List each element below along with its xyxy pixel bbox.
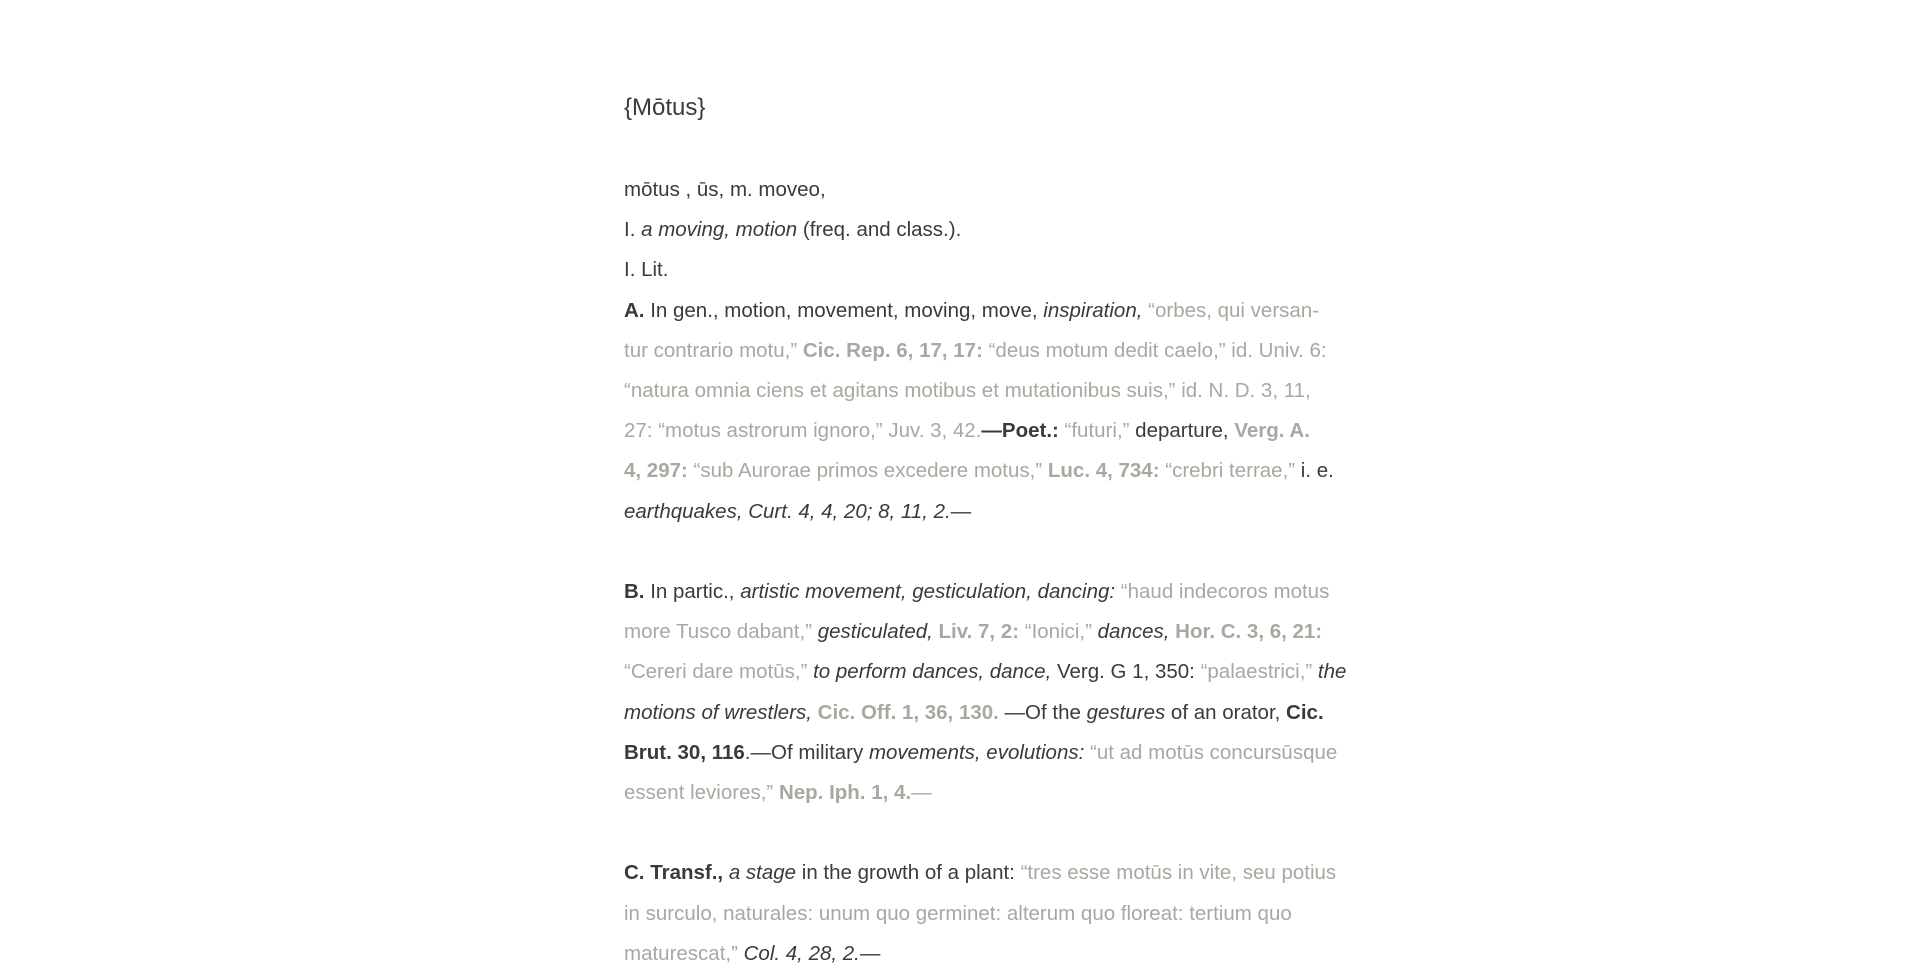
- citation: Hor. C. 3, 6, 21:: [1169, 620, 1323, 644]
- entry-title: {Mōtus}: [624, 94, 706, 121]
- citation: Cic. Off. 1, 36, 130.: [811, 700, 999, 724]
- entry-text: to perform dances, dance,: [813, 660, 1052, 684]
- entry-text: —Poet.:: [981, 419, 1059, 443]
- entry-line: [624, 894, 1324, 934]
- quotation: “ut ad motūs concursūsque: [1084, 740, 1338, 764]
- entry-line: [624, 371, 1324, 411]
- entry-text: (freq. and class.).: [797, 218, 962, 242]
- quotation: “crebri terrae,”: [1159, 459, 1301, 483]
- citation: Cic. Rep. 6, 17, 17:: [802, 338, 983, 362]
- quotation: “tres esse motūs in vite, seu potius: [1020, 861, 1337, 885]
- entry-line: [624, 492, 1324, 532]
- quotation: tur contrario motu,”: [624, 338, 803, 362]
- entry-text: dances,: [1097, 620, 1170, 644]
- citation: 4, 297:: [624, 459, 688, 483]
- citation: Luc. 4, 734:: [1047, 459, 1160, 483]
- entry-text: Verg. G 1, 350:: [1051, 660, 1201, 684]
- entry-text: A.: [624, 298, 645, 322]
- entry-text: In partic.,: [644, 580, 741, 604]
- entry-text: gesticulated,: [817, 620, 933, 644]
- quotation: —: [911, 781, 932, 805]
- entry-text: mōtus , ūs, m. moveo,: [624, 178, 826, 201]
- quotation: “Cereri dare motūs,”: [624, 660, 814, 684]
- entry-text: I.: [624, 218, 642, 242]
- quotation: “palaestrici,”: [1200, 660, 1318, 684]
- entry-line: [624, 291, 1324, 331]
- entry-text: a stage: [728, 861, 797, 885]
- entry-text: movements, evolutions:: [868, 740, 1085, 764]
- entry-line: [624, 773, 1324, 813]
- citation: Verg. A.: [1234, 419, 1310, 443]
- quotation: “sub Aurorae primos excedere motus,”: [687, 459, 1048, 483]
- entry-text: departure,: [1135, 419, 1235, 443]
- paragraph-gap: [624, 532, 1324, 572]
- citation: Liv. 7, 2:: [932, 620, 1020, 644]
- entry-line: [624, 210, 1324, 250]
- entry-line: [624, 572, 1330, 612]
- entry-line: [624, 733, 1338, 773]
- quotation: 27: “motus astrorum ignoro,” Juv. 3, 42.: [624, 419, 982, 443]
- quotation: maturescat,”: [624, 941, 744, 965]
- entry-text: Col. 4, 28, 2.—: [743, 941, 881, 965]
- entry-text: Brut. 30, 116: [624, 740, 745, 764]
- entry-text: .—Of military: [744, 740, 869, 764]
- quotation: more Tusco dabant,”: [624, 620, 818, 644]
- entry-text: the: [1317, 660, 1347, 684]
- quotation: “Ionici,”: [1019, 620, 1098, 644]
- entry-text: Cic.: [1286, 700, 1324, 724]
- quotation: “natura omnia ciens et agitans motibus et mutationibus suis,” id. N. D. 3, 11,: [624, 379, 1311, 403]
- entry-line: [624, 170, 1324, 210]
- entry-text: C. Transf.,: [624, 861, 724, 885]
- entry-line: [624, 612, 1324, 652]
- quotation: “orbes, qui versan-: [1142, 298, 1320, 322]
- entry-text: of an orator,: [1165, 700, 1287, 724]
- quotation: in surculo, naturales: unum quo germinet: alterum quo floreat: tertium quo: [624, 901, 1292, 925]
- entry-text: earthquakes, Curt. 4, 4, 20; 8, 11, 2.—: [624, 499, 972, 523]
- quotation: “deus motum dedit caelo,” id. Univ. 6:: [982, 338, 1327, 362]
- entry-text: i. e.: [1300, 459, 1334, 483]
- entry-text: In gen., motion, movement, moving, move,: [644, 298, 1044, 322]
- entry-line: [624, 853, 1337, 893]
- quotation: “futuri,”: [1058, 419, 1136, 443]
- entry-text: inspiration,: [1043, 298, 1143, 322]
- entry-body: [624, 170, 1347, 974]
- entry-text: gestures: [1086, 700, 1166, 724]
- entry-line: [624, 652, 1347, 692]
- entry-line: [624, 693, 1324, 733]
- entry-line: [624, 451, 1334, 491]
- entry-text: I. Lit.: [624, 258, 669, 282]
- entry-line: [624, 250, 1324, 290]
- entry-text: in the growth of a plant:: [796, 861, 1021, 885]
- entry-text: —Of the: [998, 700, 1087, 724]
- entry-text: a moving, motion: [641, 218, 798, 242]
- paragraph-gap: [624, 813, 1324, 853]
- quotation: essent leviores,”: [624, 781, 779, 805]
- citation: Nep. Iph. 1, 4.: [778, 781, 912, 805]
- entry-text: motions of wrestlers,: [624, 700, 812, 724]
- quotation: “haud indecoros motus: [1115, 580, 1330, 604]
- entry-line: [624, 331, 1327, 371]
- entry-line: [624, 411, 1324, 451]
- entry-text: B.: [624, 580, 645, 604]
- entry-text: artistic movement, gesticulation, dancing:: [740, 580, 1116, 604]
